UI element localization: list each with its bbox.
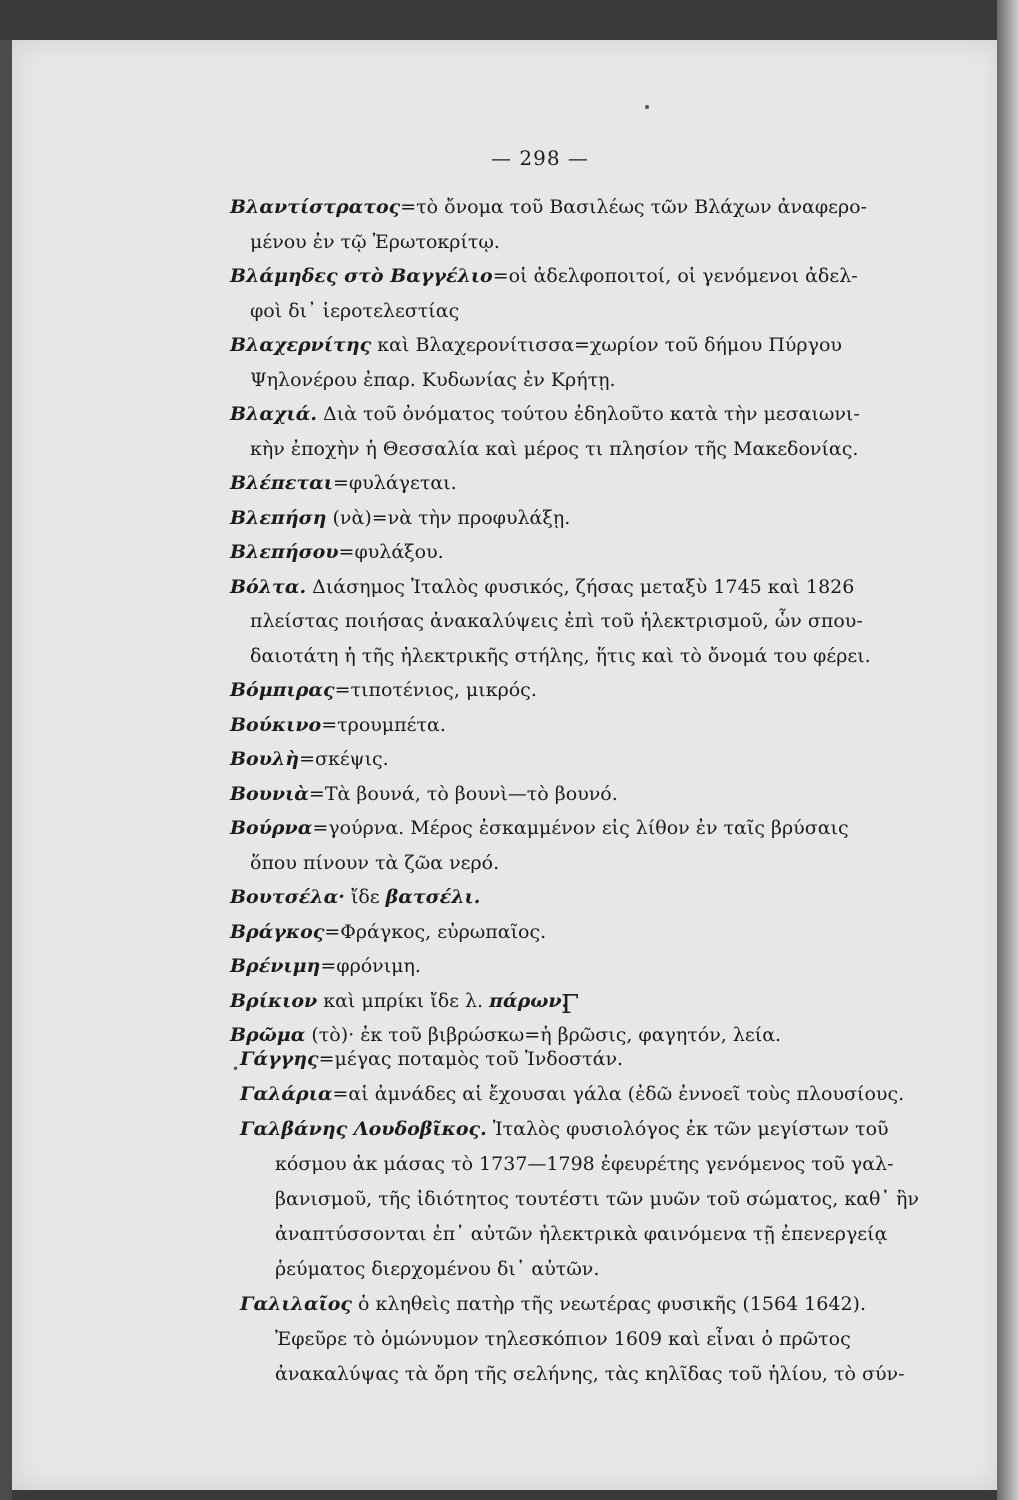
- dictionary-entry: Βλαχερνίτης καὶ Βλαχερονίτισσα=χωρίον τοῦ δήμου Πύργου Ψηλονέρου ἐπαρ. Κυδωνίας ἐν Κρήτῃ.: [230, 334, 842, 391]
- entries-gamma: [240, 1042, 930, 1392]
- dictionary-entry: Βρένιμη=φρόνιμη.: [230, 955, 421, 977]
- dictionary-entry: Βράγκος=Φράγκος, εὐρωπαῖος.: [230, 920, 547, 943]
- dictionary-entry: Βλεπήση (νὰ)=νὰ τὴν προφυλάξῃ.: [230, 506, 571, 529]
- dictionary-entry: Βλαχιά. Διὰ τοῦ ὀνόματος τούτου ἐδηλοῦτο κατὰ τὴν μεσαιωνι- κὴν ἐποχὴν ἡ Θεσσαλία καὶ μέρος τι πλησίον τῆς Μακεδονίας.: [230, 403, 860, 460]
- entries-beta: [230, 190, 930, 1053]
- dictionary-entry: Βλάμηδες στὸ Βαγγέλιο=οἱ ἀδελφοποιτοί, οἱ γενόμενοι ἀδελ- φοὶ δι᾿ ἱεροτελεστίας: [230, 265, 858, 322]
- dictionary-entry: Βούρνα=γούρνα. Μέρος ἐσκαμμένον εἰς λίθον ἐν ταῖς βρύσαις ὅπου πίνουν τὰ ζῶα νερό.: [230, 817, 849, 874]
- dictionary-entry: Βλεπήσου=φυλάξου.: [230, 541, 444, 563]
- scan-background: [0, 0, 1019, 40]
- dictionary-entry: Βούκινο=τρουμπέτα.: [230, 713, 446, 736]
- dictionary-entry: Βουνιὰ=Τὰ βουνά, τὸ βουνὶ—τὸ βουνό.: [230, 782, 618, 805]
- facing-page-edge: [997, 0, 1019, 1500]
- dictionary-entry: Γαλιλαῖος ὁ κληθεὶς πατὴρ τῆς νεωτέρας φυσικῆς (1564 1642). Ἐφεῦρε τὸ ὁμώνυμον τηλεσκόπιον 1609 καὶ εἶναι ὁ πρῶτος ἀνακαλύψας τὰ ὄρη τῆς σελήνης, τὰς κηλῖδας τοῦ ἡλίου, τὸ σύν-: [240, 1293, 905, 1385]
- scan-left-edge: [0, 40, 12, 1500]
- dictionary-entry: Βόλτα. Διάσημος Ἰταλὸς φυσικός, ζήσας μεταξὺ 1745 καὶ 1826 πλείστας ποιήσας ἀνακαλύψεις ἐπὶ τοῦ ἠλεκτρισμοῦ, ὧν σπου- δαιοτάτη ἡ τῆς ἠλεκτρικῆς στήλης, ἥτις καὶ τὸ ὄνομά του φέρει.: [230, 575, 871, 667]
- bullet-mark: •: [232, 1062, 240, 1076]
- page-number: — 298 —: [491, 146, 589, 170]
- dictionary-entry: Βόμπιρας=τιποτένιος, μικρός.: [230, 679, 537, 701]
- dictionary-entry: Γάγγης=μέγας ποταμὸς τοῦ Ἰνδοστάν.: [240, 1048, 624, 1070]
- section-letter: Γ: [560, 990, 580, 1020]
- dictionary-entry: Γαλβάνης Λουδοβῖκος. Ἰταλὸς φυσιολόγος ἐκ τῶν μεγίστων τοῦ κόσμου ἀκ μάσας τὸ 1737—1798 ἐφευρέτης γενόμενος τοῦ γαλ- βανισμοῦ, τῆς ἰδιότητος τουτέστι τῶν μυῶν τοῦ σώματος, καθ᾿ ἣν ἀναπτύσσονται ἐπ᾿ αὐτῶν ἠλεκτρικὰ φαινόμενα τῇ ἐπενεργείᾳ ῥεύματος διερχομένου δι᾿ αὐτῶν.: [240, 1118, 919, 1280]
- dictionary-entry: Βρίκιον καὶ μπρίκι ἴδε λ. πάρων.: [230, 989, 569, 1012]
- dictionary-entry: Γαλάρια=αἱ ἀμνάδες αἱ ἔχουσαι γάλα (ἐδῶ ἐννοεῖ τοὺς πλουσίους.: [240, 1083, 905, 1105]
- ink-dot: [645, 105, 649, 109]
- dictionary-entry: Βλαντίστρατος=τὸ ὄνομα τοῦ Βασιλέως τῶν Βλάχων ἀναφερο- μένου ἐν τῷ Ἐρωτοκρίτῳ.: [230, 196, 868, 253]
- dictionary-entry: Βουλὴ=σκέψις.: [230, 748, 389, 770]
- dictionary-entry: Βουτσέλα· ἴδε βατσέλι.: [230, 886, 481, 908]
- dictionary-entry: Βρῶμα (τὸ)· ἐκ τοῦ βιβρώσκω=ἡ βρῶσις, φαγητόν, λεία.: [230, 1024, 782, 1046]
- dictionary-entry: Βλέπεται=φυλάγεται.: [230, 472, 457, 494]
